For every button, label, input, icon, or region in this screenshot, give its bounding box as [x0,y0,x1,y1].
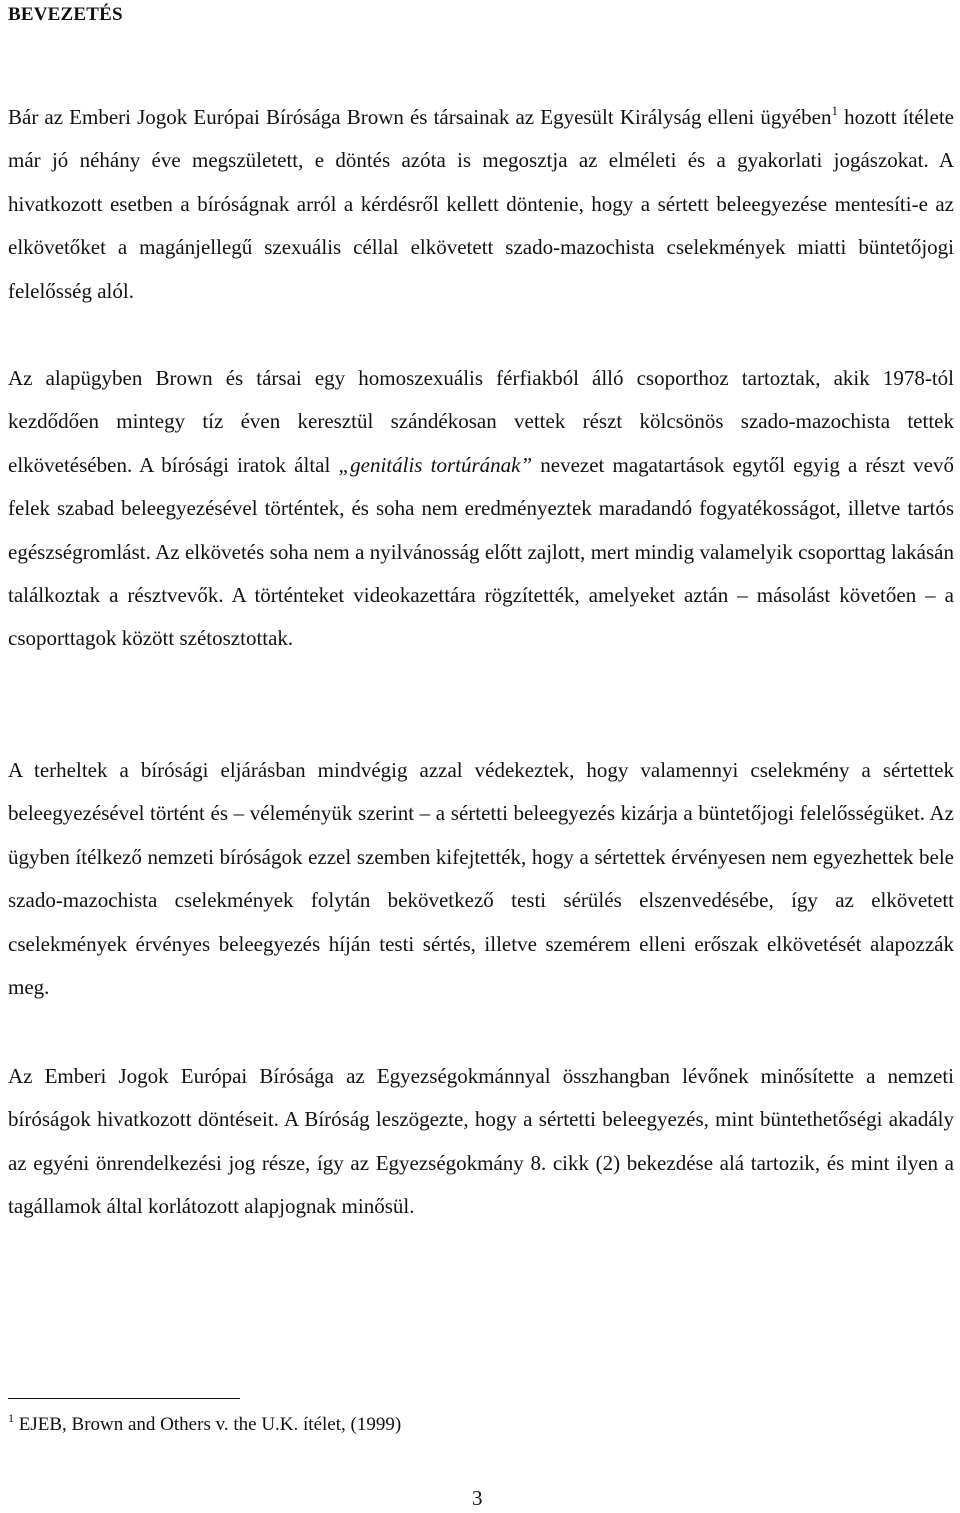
footnote-reference[interactable]: 1 [831,103,838,118]
quoted-term: „genitális tortúrának” [338,452,533,477]
paragraph-3: A terheltek a bírósági eljárásban mindvégig azzal védekeztek, hogy valamennyi cselekmény a sértettek beleegyezésével történt és – véleményük szerint – a sértetti beleegyezés kizárja a büntetőjogi felelősségüket. Az ügyben ítélkező nemzeti bíróságok ezzel szemben kifejtették, hogy a sértettek érvényesen nem egyezhettek bele szado-mazochista cselekmények folytán bekövetkező testi sérülés elszenvedésébe, így az elkövetett cselekmények érvényes beleegyezés híján testi sértés, illetve szemérem elleni erőszak elkövetését alapozzák meg. [8,758,954,1000]
paragraph-2-text-a: Az alapügyben Brown és társai egy homoszexuális férfiakból álló csoporthoz tartoztak, akik 1978-tól kezdődően mintegy tíz éven keresztül szándékosan vettek részt kölcsönös szado-mazochista tettek elkövetésében. A bírósági iratok által [8,366,954,477]
footnote-text: EJEB, Brown and Others v. the U.K. ítélet, (1999) [14,1414,402,1435]
paragraph-1-text-a: Bár az Emberi Jogok Európai Bírósága Brown és társainak az Egyesült Királyság elleni ügyében [8,105,832,129]
page-number: 3 [472,1486,483,1510]
section-heading: BEVEZETÉS [8,4,123,25]
paragraph-1-text-b: hozott ítélete már jó néhány éve megszületett, e döntés azóta is megosztja az elméleti és a gyakorlati jogászokat. A hivatkozott esetben a bíróságnak arról a kérdésről kellett döntenie, hogy a sértett beleegyezése mentesíti-e az elkövetőket a magánjellegű szexuális céllal elkövetett szado-mazochista cselekmények miatti büntetőjogi felelősség alól. [8,105,954,303]
footnote-number: 1 [8,1411,14,1425]
paragraph-2 [8,357,954,661]
paragraph-4: Az Emberi Jogok Európai Bírósága az Egyezségokmánnyal összhangban lévőnek minősítette a nemzeti bíróságok hivatkozott döntéseit. A Bíróság leszögezte, hogy a sértetti beleegyezés, mint büntethetőségi akadály az egyéni önrendelkezési jog része, így az Egyezségokmány 8. cikk (2) bekezdése alá tartozik, és mint ilyen a tagállamok által korlátozott alapjognak minősül. [8,1064,954,1219]
footnote [8,1411,402,1436]
paragraph-1 [8,96,954,313]
footnote-separator [8,1398,240,1399]
paragraph-2-text-b: nevezet magatartások egytől egyig a részt vevő felek szabad beleegyezésével történtek, és soha nem eredményeztek maradandó fogyatékosságot, illetve tartós egészségromlást. Az elkövetés soha nem a nyilvánosság előtt zajlott, mert mindig valamelyik csoporttag lakásán találkoztak a résztvevők. A történteket videokazettára rögzítették, amelyeket aztán – másolást követően – a csoporttagok között szétosztottak. [8,452,955,651]
